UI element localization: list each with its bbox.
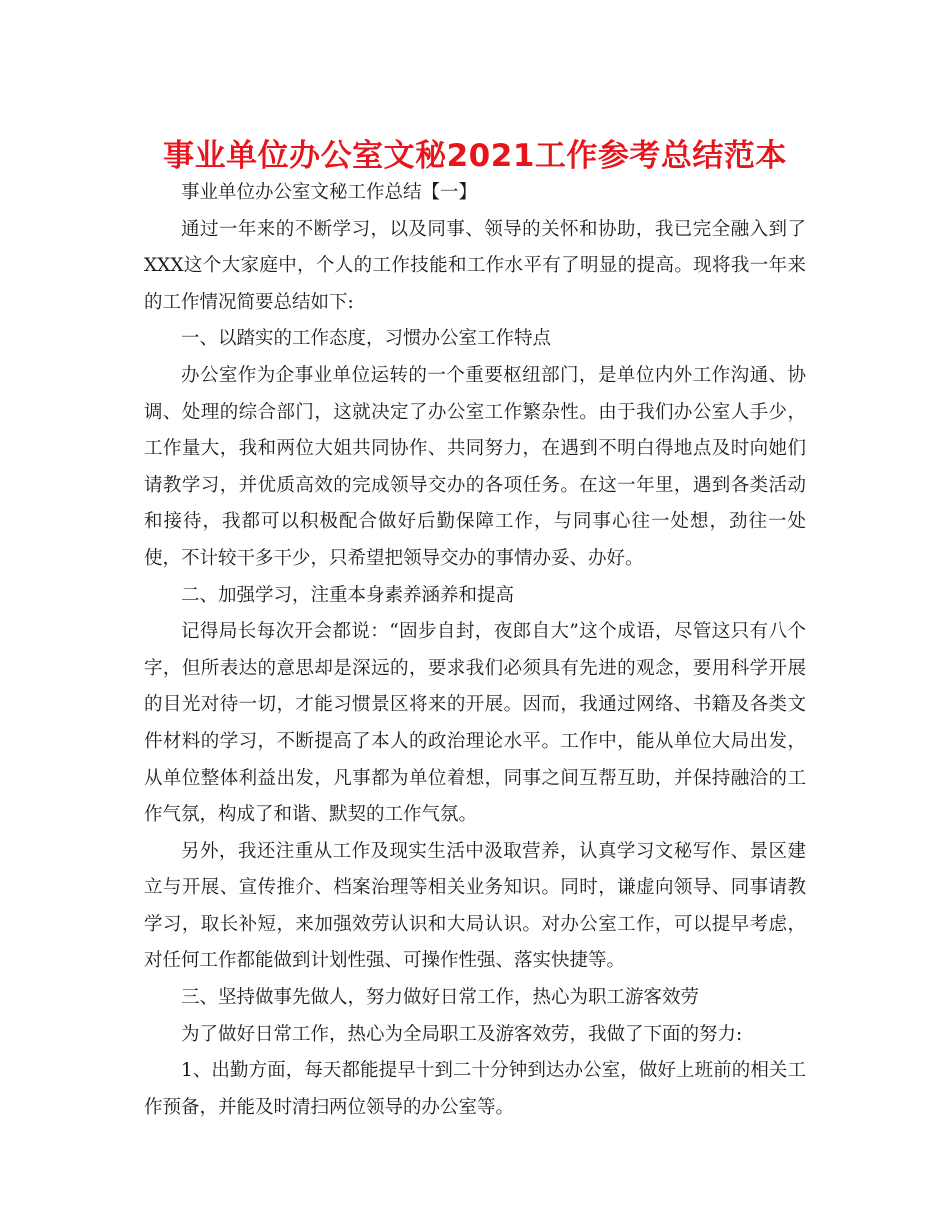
body-paragraph: 办公室作为企事业单位运转的一个重要枢纽部门，是单位内外工作沟通、协调、处理的综合部门，这就决定了办公室工作繁杂性。由于我们办公室人手少，工作量大，我和两位大姐共同协作、共同努力，在遇到不明白得地点及时向她们请教学习，并优质高效的完成领导交办的各项任务。在这一年里，遇到各类活动和接待，我都可以积极配合做好后勤保障工作，与同事心往一处想，劲往一处使，不计较干多干少，只希望把领导交办的事情办妥、办好。: [144, 364, 806, 569]
section-heading: 事业单位办公室文秘工作总结【一】: [181, 182, 478, 203]
document-body: [144, 175, 806, 1126]
section-heading: 一、以踏实的工作态度，习惯办公室工作特点: [181, 328, 552, 350]
section-heading: 三、坚持做事先做人，努力做好日常工作，热心为职工游客效劳: [181, 987, 700, 1009]
section-heading: 二、加强学习，注重本身素养涵养和提高: [181, 584, 515, 606]
body-paragraph: 另外，我还注重从工作及现实生活中汲取营养，认真学习文秘写作、景区建立与开展、宣传推介、档案治理等相关业务知识。同时，谦虚向领导、同事请教学习，取长补短，来加强效劳认识和大局认识。对办公室工作，可以提早考虑，对任何工作都能做到计划性强、可操作性强、落实快捷等。: [144, 840, 806, 972]
document-title: 事业单位办公室文秘2021工作参考总结范本: [163, 138, 787, 174]
body-paragraph: 记得局长每次开会都说：“固步自封，夜郎自大”这个成语，尽管这只有八个字，但所表达的意思却是深远的，要求我们必须具有先进的观念，要用科学开展的目光对待一切，才能习惯景区将来的开展。因而，我通过网络、书籍及各类文件材料的学习，不断提高了本人的政治理论水平。工作中，能从单位大局出发，从单位整体利益出发，凡事都为单位着想，同事之间互帮互助，并保持融洽的工作气氛，构成了和谐、默契的工作气氛。: [144, 621, 806, 826]
body-paragraph: 1、出勤方面，每天都能提早十到二十分钟到达办公室，做好上班前的相关工作预备，并能及时清扫两位领导的办公室等。: [144, 1060, 806, 1118]
body-paragraph: 为了做好日常工作，热心为全局职工及游客效劳，我做了下面的努力:: [181, 1023, 743, 1045]
body-paragraph: 通过一年来的不断学习，以及同事、领导的关怀和协助，我已完全融入到了XXX这个大家庭中，个人的工作技能和工作水平有了明显的提高。现将我一年来的工作情况简要总结如下:: [144, 218, 806, 313]
